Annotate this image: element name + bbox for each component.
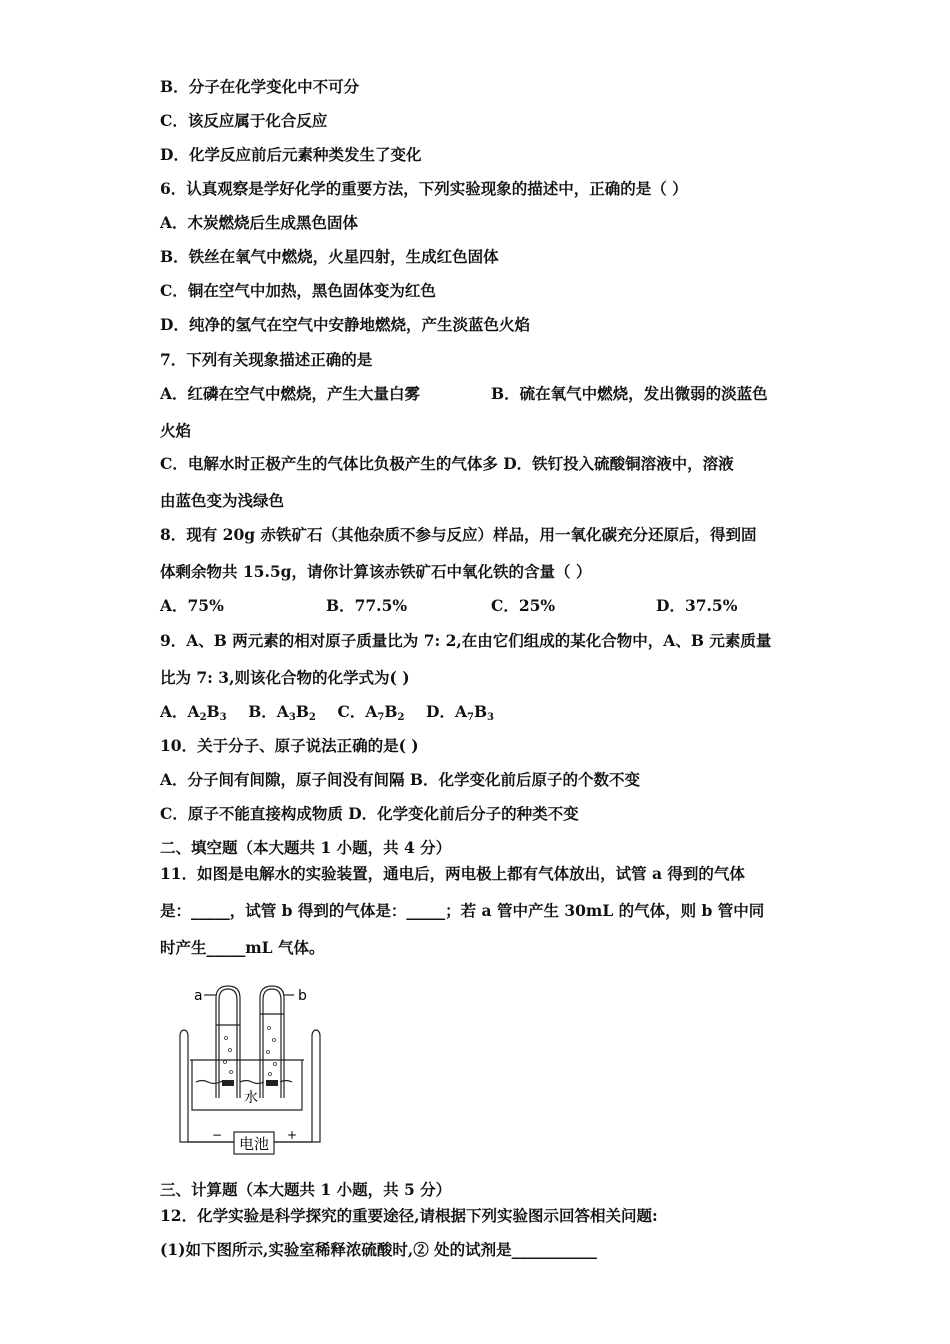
section-calculation-heading: 三、计算题（本大题共 1 小题，共 5 分） — [160, 1180, 452, 1199]
q9-option-b: B．$A_3B_2$ — [248, 702, 316, 723]
q10-options-ab: A．分子间有间隙，原子间没有间隔 B．化学变化前后原子的个数不变 — [160, 770, 641, 789]
q6-option-c: C．铜在空气中加热，黑色固体变为红色 — [160, 281, 436, 300]
q7-option-d-cont: 由蓝色变为浅绿色 — [160, 491, 285, 510]
water-label: 水 — [244, 1090, 258, 1106]
q9-option-c: C．$A_7B_2$ — [337, 702, 405, 723]
q11-stem-line3: 时产生_____mL 气体。 — [160, 938, 325, 957]
q6-option-d: D．纯净的氢气在空气中安静地燃烧，产生淡蓝色火焰 — [160, 315, 530, 334]
electrolysis-apparatus-figure — [170, 978, 330, 1164]
tube-a-label: a — [194, 988, 203, 1004]
q6-option-b: B．铁丝在氧气中燃烧，火星四射，生成红色固体 — [160, 247, 499, 266]
q9-options — [160, 702, 494, 728]
q9-stem-line2: 比为 7: 3,则该化合物的化学式为( ) — [160, 668, 410, 687]
q8-stem-line1: 8．现有 20g 赤铁矿石（其他杂质不参与反应）样品，用一氧化碳充分还原后，得到固 — [160, 525, 757, 544]
q6-option-a: A．木炭燃烧后生成黑色固体 — [160, 213, 359, 232]
q5-option-c: C．该反应属于化合反应 — [160, 111, 328, 130]
q8-option-d: D．37.5% — [656, 596, 738, 615]
q12-part1: (1)如下图所示,实验室稀释浓硫酸时,② 处的试剂是___________ — [160, 1240, 597, 1259]
positive-terminal-icon: + — [287, 1128, 298, 1142]
tube-b-label: b — [298, 988, 307, 1004]
q5-option-d: D．化学反应前后元素种类发生了变化 — [160, 145, 422, 164]
q12-stem: 12．化学实验是科学探究的重要途径,请根据下列实验图示回答相关问题: — [160, 1206, 658, 1225]
q9-option-d: D．$A_7B_3$ — [426, 702, 495, 723]
q8-option-c: C．25% — [491, 596, 556, 615]
q8-option-b: B．77.5% — [326, 596, 408, 615]
q10-stem: 10．关于分子、原子说法正确的是( ) — [160, 736, 419, 755]
q7-option-c-d: C．电解水时正极产生的气体比负极产生的气体多 D．铁钉投入硫酸铜溶液中，溶液 — [160, 454, 734, 473]
q11-stem-line1: 11．如图是电解水的实验装置，通电后，两电极上都有气体放出，试管 a 得到的气体 — [160, 864, 745, 883]
q10-options-cd: C．原子不能直接构成物质 D．化学变化前后分子的种类不变 — [160, 804, 579, 823]
q5-option-b: B．分子在化学变化中不可分 — [160, 77, 360, 96]
q7-stem: 7．下列有关现象描述正确的是 — [160, 350, 373, 369]
q7-option-b: B．硫在氧气中燃烧，发出微弱的淡蓝色 — [491, 384, 768, 403]
negative-terminal-icon: − — [212, 1128, 223, 1142]
q7-option-a: A．红磷在空气中燃烧，产生大量白雾 — [160, 384, 421, 403]
q8-stem-line2: 体剩余物共 15.5g，请你计算该赤铁矿石中氧化铁的含量（ ） — [160, 562, 592, 581]
q11-stem-line2: 是：_____，试管 b 得到的气体是：_____；若 a 管中产生 30mL 的气体，则 b 管中同 — [160, 901, 765, 920]
section-fill-in-heading: 二、填空题（本大题共 1 小题，共 4 分） — [160, 838, 452, 857]
q9-stem-line1: 9．A、B 两元素的相对原子质量比为 7: 2,在由它们组成的某化合物中，A、B 元素质量 — [160, 631, 772, 650]
q8-option-a: A．75% — [160, 596, 224, 615]
q7-option-b-cont: 火焰 — [160, 421, 192, 440]
q9-option-a: A．$A_2B_3$ — [160, 702, 227, 723]
battery-label: 电池 — [239, 1135, 270, 1153]
q6-stem: 6．认真观察是学好化学的重要方法，下列实验现象的描述中，正确的是（ ） — [160, 179, 688, 198]
